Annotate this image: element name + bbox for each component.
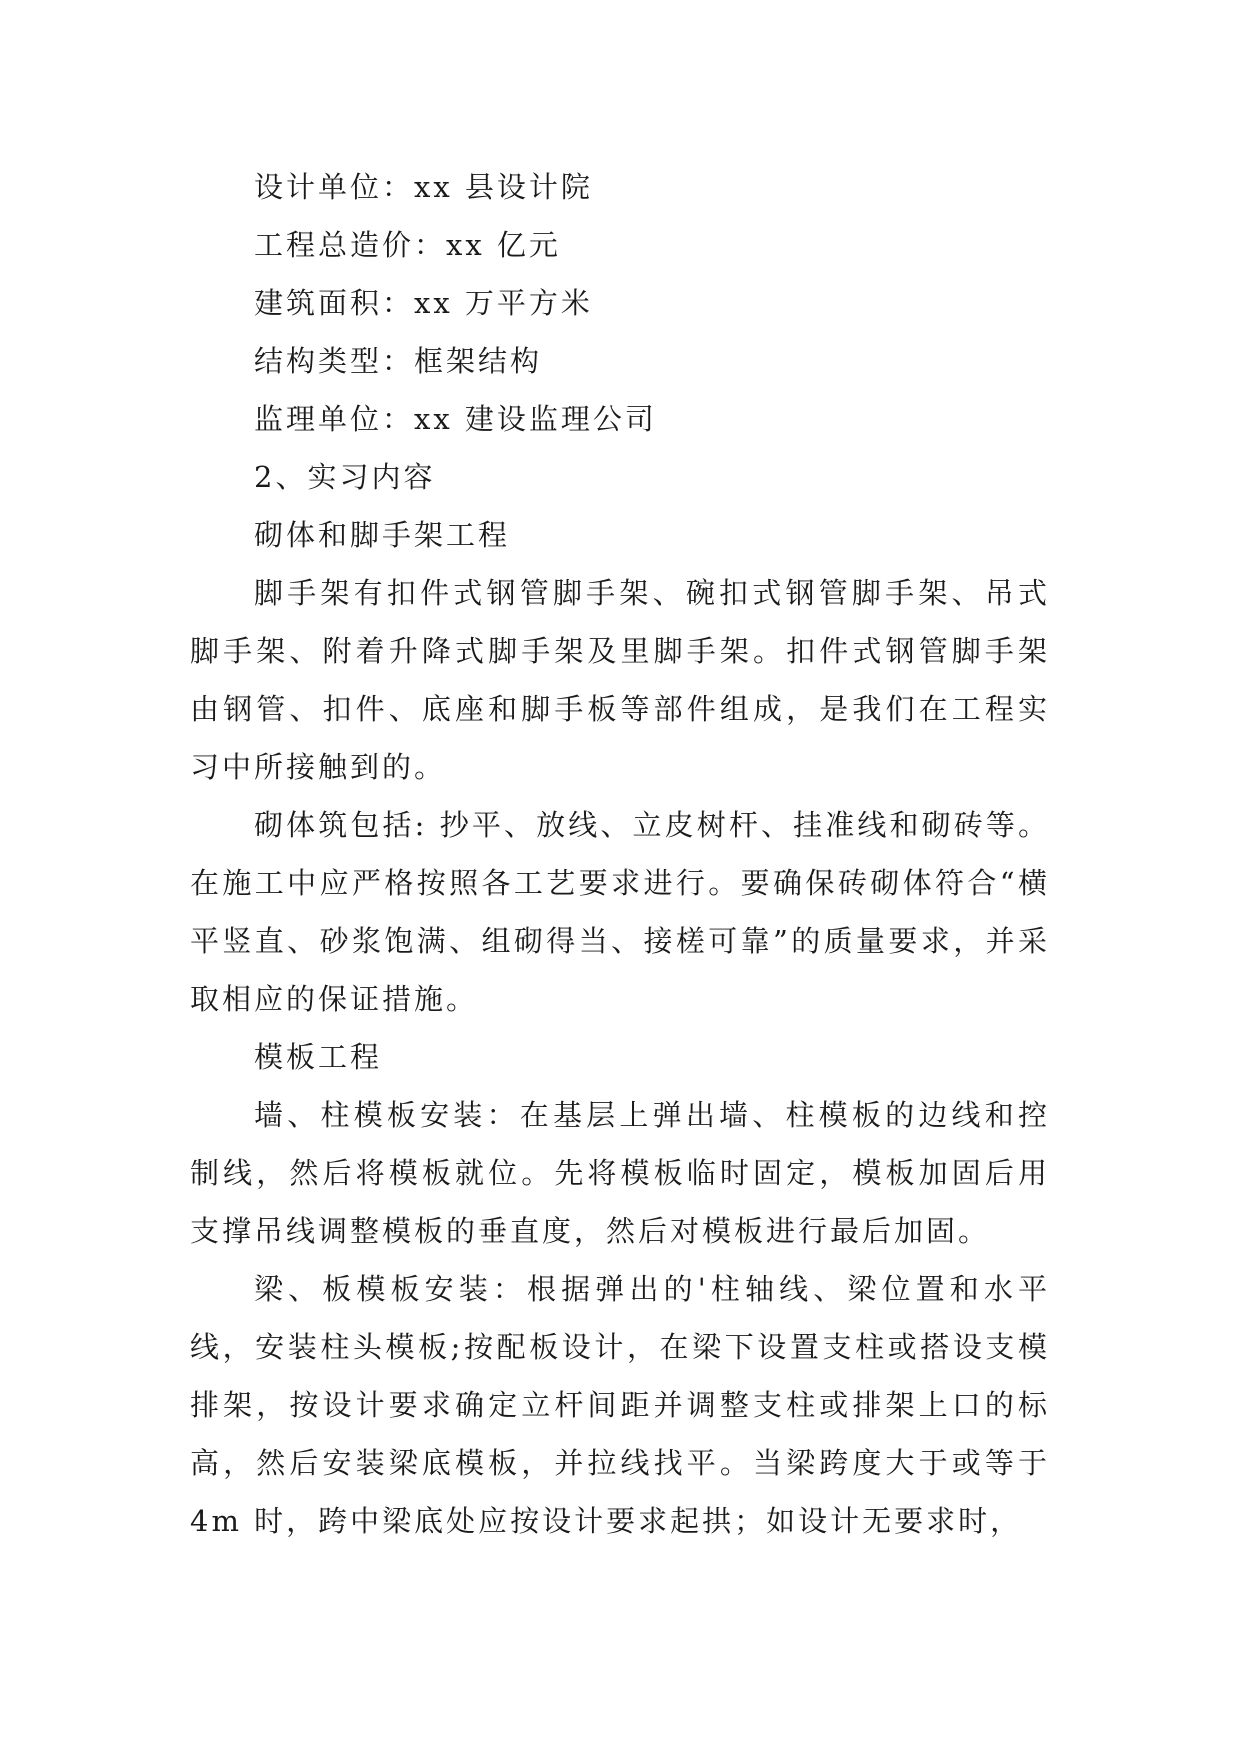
paragraph-scaffold: 脚手架有扣件式钢管脚手架、碗扣式钢管脚手架、吊式脚手架、附着升降式脚手架及里脚手架。扣件式钢管脚手架由钢管、扣件、底座和脚手板等部件组成，是我们在工程实习中所接触到的。 (190, 576, 1050, 784)
supervision-unit-line: 监理单位：xx 建设监理公司 (254, 402, 657, 436)
paragraph-beam-slab-formwork: 梁、板模板安装：根据弹出的'柱轴线、梁位置和水平线，安装柱头模板;按配板设计，在梁下设置支柱或搭设支模排架，按设计要求确定立杆间距并调整支柱或排架上口的标高，然后安装梁底模板，并拉线找平。当梁跨度大于或等于 4m 时，跨中梁底处应按设计要求起拱；如设计无要求时， (190, 1272, 1050, 1538)
subsection-heading-masonry: 砌体和脚手架工程 (254, 518, 511, 552)
total-cost-line: 工程总造价：xx 亿元 (254, 228, 561, 262)
building-area-line: 建筑面积：xx 万平方米 (254, 286, 593, 320)
subsection-heading-formwork: 模板工程 (254, 1040, 383, 1074)
document-body (190, 158, 1050, 1550)
paragraph-wall-column-formwork: 墙、柱模板安装：在基层上弹出墙、柱模板的边线和控制线，然后将模板就位。先将模板临时固定，模板加固后用支撑吊线调整模板的垂直度，然后对模板进行最后加固。 (190, 1098, 1050, 1248)
structure-type-line: 结构类型：框架结构 (254, 344, 543, 378)
section-heading: 2、实习内容 (254, 460, 436, 494)
paragraph-masonry: 砌体筑包括: 抄平、放线、立皮树杆、挂准线和砌砖等。在施工中应严格按照各工艺要求进行。要确保砖砌体符合“横平竖直、砂浆饱满、组砌得当、接槎可靠”的质量要求，并采取相应的保证措施。 (190, 808, 1050, 1016)
design-unit-line: 设计单位：xx 县设计院 (254, 170, 593, 204)
